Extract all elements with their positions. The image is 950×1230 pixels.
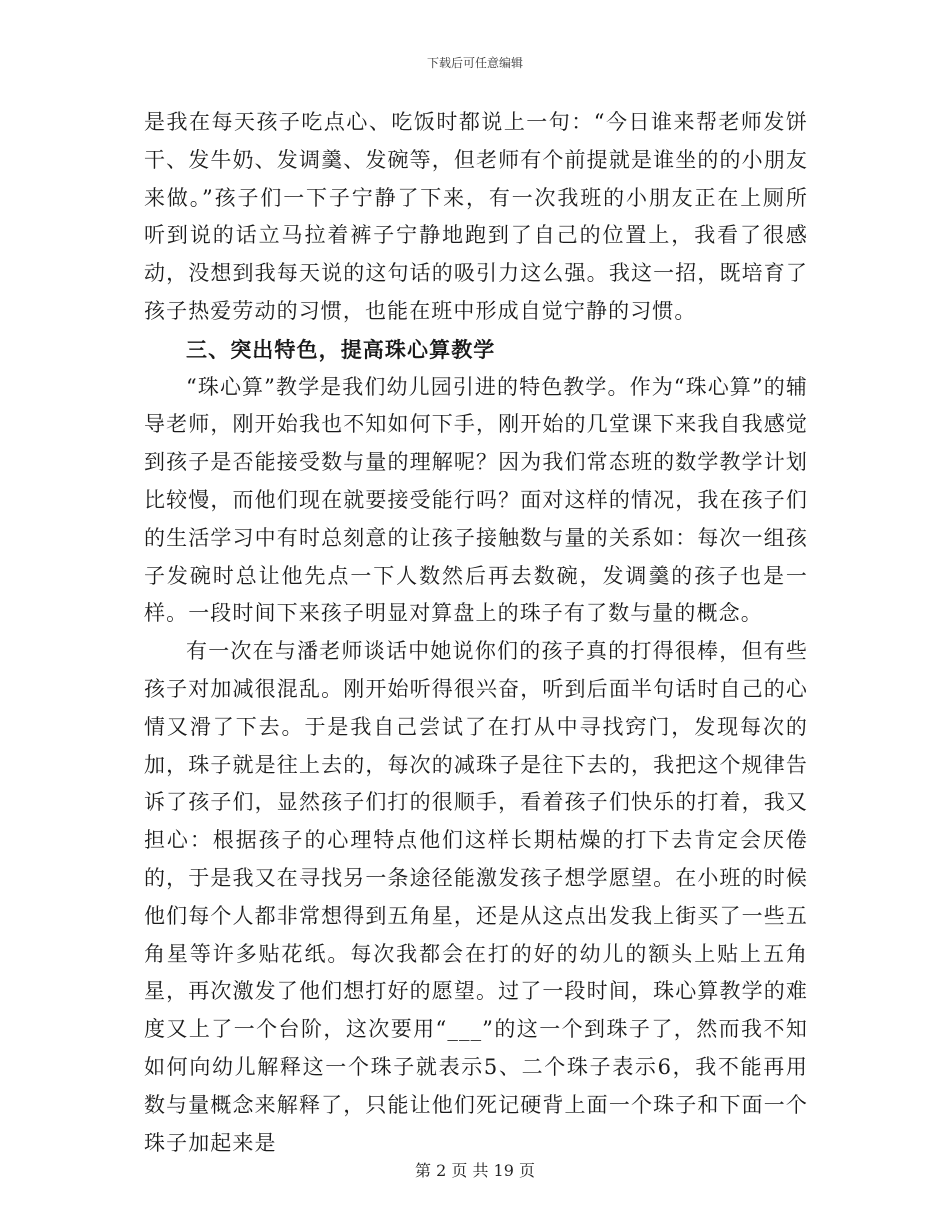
page-number-footer: 第 2 页 共 19 页 [415,1161,535,1180]
section-heading: 三、突出特色，提高珠心算教学 [186,336,496,362]
paragraph-abacus-intro: “珠心算”教学是我们幼儿园引进的特色教学。作为“珠心算”的辅导老师，刚开始我也不知如何下手，刚开始的几堂课下来我自我感觉到孩子是否能接受数与量的理解呢？因为我们常态班的数学教学计划比较慢，而他们现在就要接受能行吗？面对这样的情况，我在孩子们的生活学习中有时总刻意的让孩子接触数与量的关系如：每次一组孩子发碗时总让他先点一下人数然后再去数碗，发调羹的孩子也是一样。一段时间下来孩子明显对算盘上的珠子有了数与量的概念。 [144,374,808,626]
paragraph-abacus-practice: 有一次在与潘老师谈话中她说你们的孩子真的打得很棒，但有些孩子对加减很混乱。刚开始听得很兴奋，听到后面半句话时自己的心情又滑了下去。于是我自己尝试了在打从中寻找窍门，发现每次的加，珠子就是往上去的，每次的减珠子是往下去的，我把这个规律告诉了孩子们，显然孩子们打的很顺手，看着孩子们快乐的打着，我又担心：根据孩子的心理特点他们这样长期枯燥的打下去肯定会厌倦的，于是我又在寻找另一条途径能激发孩子想学愿望。在小班的时候他们每个人都非常想得到五角星，还是从这点出发我上街买了一些五角星等许多贴花纸。每次我都会在打的好的幼儿的额头上贴上五角星，再次激发了他们想打好的愿望。过了一段时间，珠心算教学的难度又上了一个台阶，这次要用“___”的这一个到珠子了，然而我不知如何向幼儿解释这一个珠子就表示5、二个珠子表示6，我不能再用数与量概念来解释了，只能让他们死记硬背上面一个珠子和下面一个珠子加起来是 [144,639,809,1155]
page-header: 下载后可任意编辑 [426,56,523,70]
document-body [144,104,808,1162]
paragraph-continuation: 是我在每天孩子吃点心、吃饭时都说上一句：“今日谁来帮老师发饼干、发牛奶、发调羹、发碗等，但老师有个前提就是谁坐的的小朋友来做。”孩子们一下子宁静了下来，有一次我班的小朋友正在上厕所听到说的话立马拉着裤子宁静地跑到了自己的位置上，我看了很感动，没想到我每天说的这句话的吸引力这么强。我这一招，既培育了孩子热爱劳动的习惯，也能在班中形成自觉宁静的习惯。 [144,110,808,323]
